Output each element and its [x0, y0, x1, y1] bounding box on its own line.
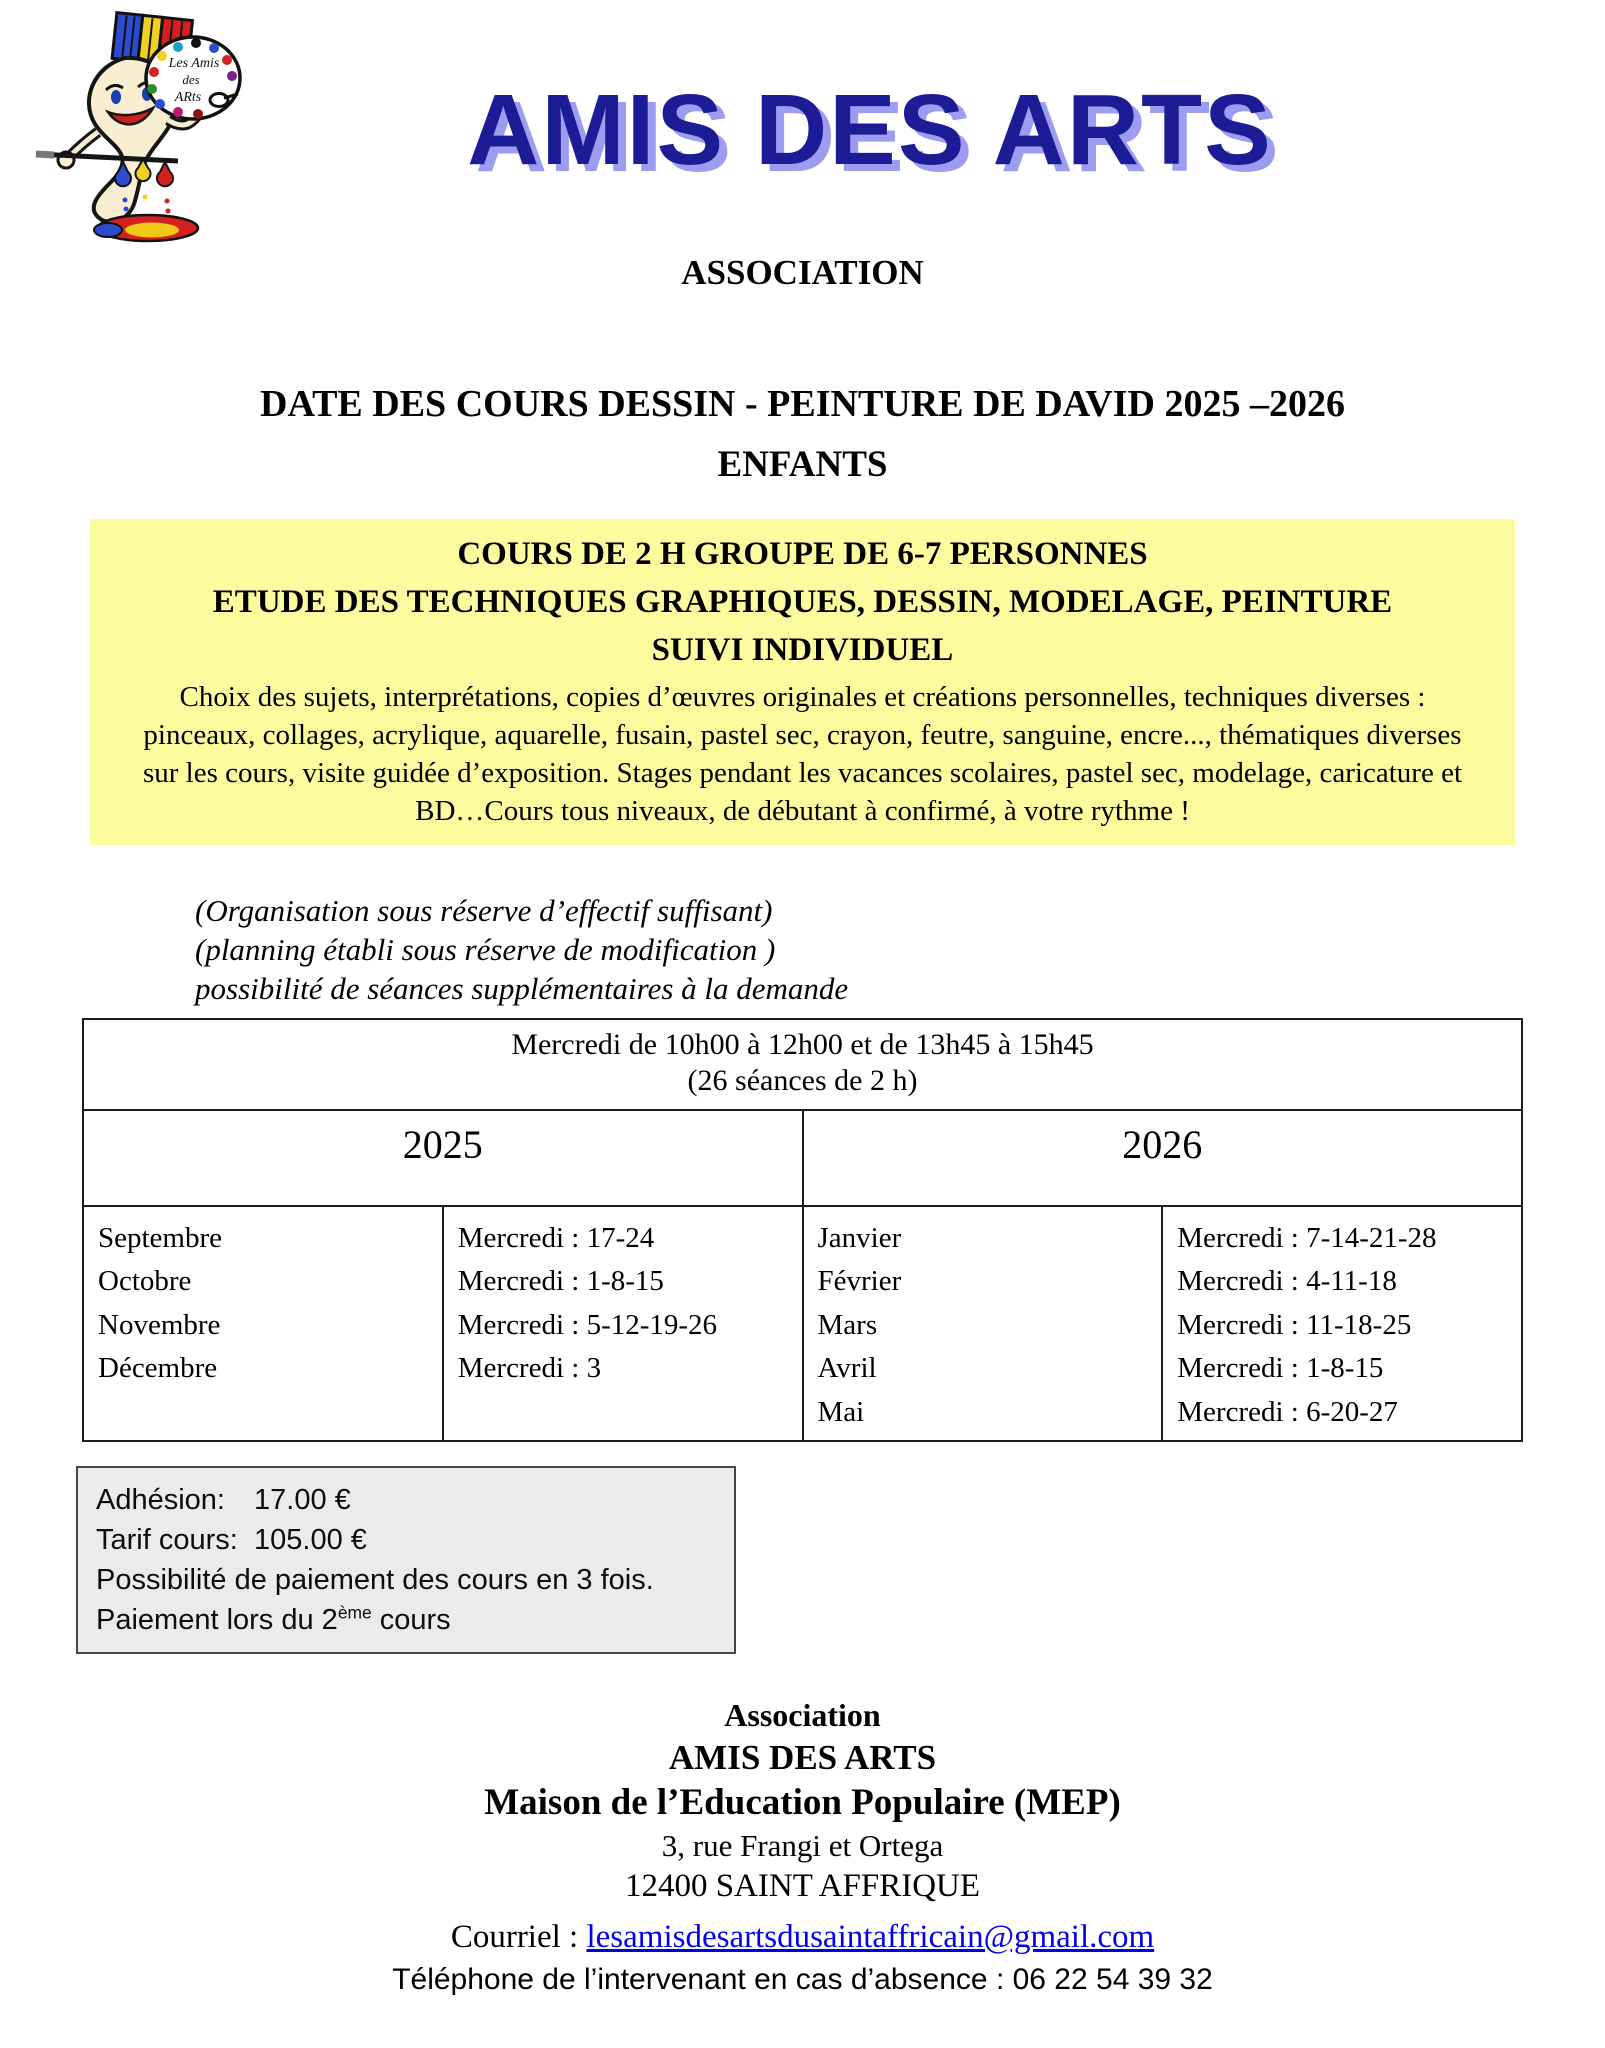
course-dates-heading: DATE DES COURS DESSIN - PEINTURE DE DAVID 2025 –2026 — [260, 382, 1345, 425]
tarif-value: 105.00 € — [254, 1524, 367, 1557]
footer-org-name: AMIS DES ARTS — [668, 1738, 937, 1778]
palette-text-line3: ARts — [174, 90, 202, 105]
email-line — [0, 1915, 1605, 1959]
months-2026-cell — [803, 1206, 1163, 1442]
schedule-header-cell — [83, 1019, 1522, 1110]
schedule-time-line: Mercredi de 10h00 à 12h00 et de 13h45 à 15h45 — [511, 1027, 1094, 1061]
footer-association: Association — [724, 1697, 881, 1734]
course-followup-line: SUIVI INDIVIDUEL — [651, 631, 954, 668]
note-line: (Organisation sous réserve d’effectif suffisant) — [195, 892, 773, 928]
footer-venue: Maison de l’Education Populaire (MEP) — [484, 1782, 1121, 1824]
session-dates: Mercredi : 6-20-27 — [1177, 1395, 1398, 1428]
note-line: (planning établi sous réserve de modification ) — [195, 931, 776, 967]
payment-installments-line: Possibilité de paiement des cours en 3 fois. — [96, 1564, 654, 1597]
schedule-table — [82, 1018, 1523, 1443]
adhesion-label: Adhésion: — [96, 1484, 225, 1517]
palette-icon — [146, 37, 240, 119]
payment-timing-line — [96, 1600, 716, 1640]
payment-timing-prefix: Paiement lors du 2 — [96, 1604, 338, 1637]
session-dates: Mercredi : 3 — [457, 1352, 602, 1385]
session-dates: Mercredi : 4-11-18 — [1177, 1265, 1397, 1298]
adhesion-value: 17.00 € — [254, 1484, 351, 1517]
session-dates: Mercredi : 1-8-15 — [1177, 1352, 1384, 1385]
month-label: Février — [817, 1265, 902, 1298]
paint-puddle-icon — [94, 215, 198, 241]
schedule-header-row — [83, 1019, 1522, 1110]
course-techniques-line: ETUDE DES TECHNIQUES GRAPHIQUES, DESSIN, MODELAGE, PEINTURE — [212, 583, 1393, 620]
palette-text-line2: des — [182, 72, 200, 87]
adhesion-line — [96, 1480, 716, 1520]
association-label: ASSOCIATION — [681, 253, 924, 292]
payment-timing-suffix: cours — [371, 1604, 451, 1637]
session-dates: Mercredi : 7-14-21-28 — [1177, 1221, 1437, 1254]
footer-city: 12400 SAINT AFFRIQUE — [624, 1868, 981, 1905]
year-row — [83, 1110, 1522, 1206]
organisation-notes — [195, 891, 1605, 1008]
month-label: Décembre — [98, 1352, 218, 1385]
dates-2026-cell — [1162, 1206, 1522, 1442]
session-dates: Mercredi : 5-12-19-26 — [457, 1308, 718, 1341]
year-2025-cell: 2025 — [83, 1110, 803, 1206]
pricing-box — [76, 1466, 736, 1654]
note-line: possibilité de séances supplémentaires à la demande — [195, 970, 849, 1006]
phone-line: Téléphone de l’intervenant en cas d’absence : 06 22 54 39 32 — [392, 1963, 1213, 1997]
month-label: Octobre — [98, 1265, 192, 1298]
palette-text-line1: Les Amis — [168, 56, 220, 71]
course-format-line: COURS DE 2 H GROUPE DE 6-7 PERSONNES — [457, 535, 1148, 572]
session-dates: Mercredi : 1-8-15 — [457, 1265, 664, 1298]
course-description-text: Choix des sujets, interprétations, copies d’œuvres originales et créations personnelles, techniques diverses : pinceaux, collages, acrylique, aquarelle, fusain, pastel sec, crayon, feutre, sanguine, encre..., thématiques diverses sur les cours, visite guidée d’exposition. Stages pendant les vacances scolaires, pastel sec, modelage, caricature et BD…Cours tous niveaux, de débutant à confirmé, à votre rythme ! — [142, 680, 1463, 828]
footer-street-address: 3, rue Frangi et Ortega — [661, 1828, 944, 1864]
month-label: Mai — [817, 1395, 865, 1428]
session-dates: Mercredi : 11-18-25 — [1177, 1308, 1412, 1341]
email-link[interactable]: lesamisdesartsdusaintaffricain@gmail.com — [586, 1919, 1155, 1956]
month-label: Avril — [817, 1352, 877, 1385]
year-2026-cell: 2026 — [803, 1110, 1523, 1206]
course-description-box — [90, 519, 1515, 845]
session-dates: Mercredi : 17-24 — [457, 1221, 655, 1254]
tarif-label: Tarif cours: — [96, 1524, 238, 1557]
banner-title: AMIS DES ARTS — [467, 74, 1273, 186]
schedule-sessions-line: (26 séances de 2 h) — [687, 1064, 918, 1098]
footer — [0, 1694, 1605, 2001]
dates-2025-cell — [443, 1206, 803, 1442]
month-label: Janvier — [817, 1221, 902, 1254]
month-label: Novembre — [98, 1308, 221, 1341]
month-label: Septembre — [98, 1221, 223, 1254]
payment-timing-superscript: ème — [337, 1602, 372, 1623]
month-label: Mars — [817, 1308, 878, 1341]
months-row — [83, 1206, 1522, 1442]
months-2025-cell — [83, 1206, 443, 1442]
email-label: Courriel : — [450, 1919, 587, 1956]
enfants-heading: ENFANTS — [717, 443, 888, 485]
tarif-line — [96, 1520, 716, 1560]
amis-des-arts-logo — [28, 4, 243, 246]
